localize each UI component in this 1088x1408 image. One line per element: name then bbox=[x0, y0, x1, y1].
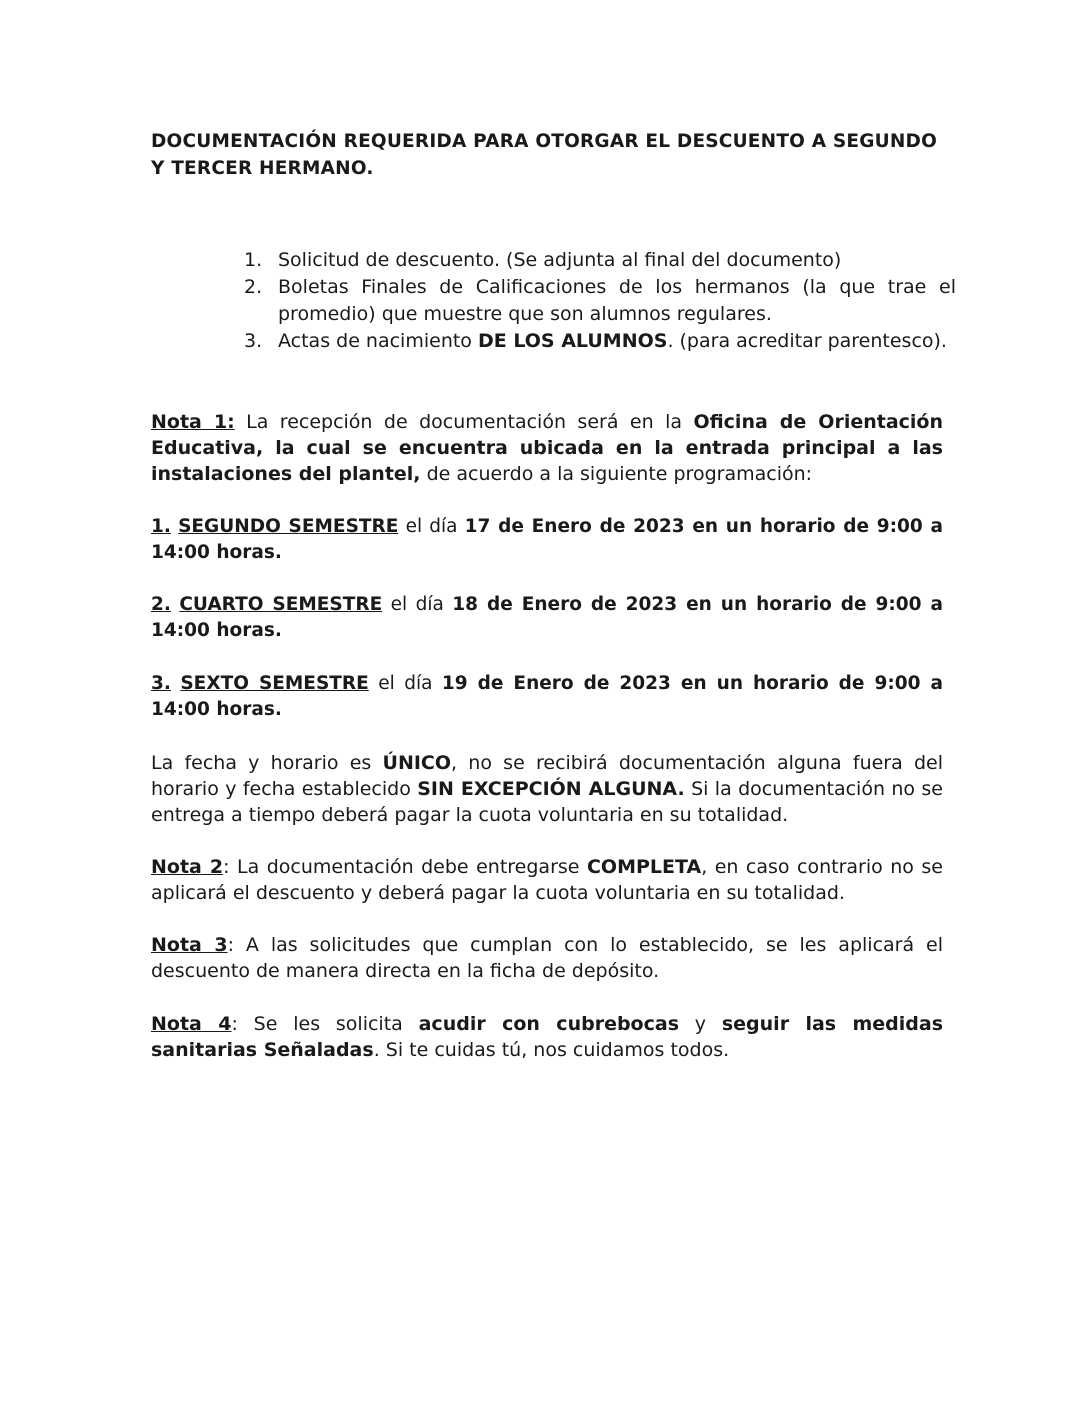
schedule-number: 1. bbox=[151, 516, 171, 537]
schedule-el: el día bbox=[368, 673, 442, 694]
nota-1-bold: Oficina de Orientación Educativa, la cual se encuentra ubicada en la entrada principal a las instalaciones del plantel, bbox=[151, 411, 944, 485]
nota-4-bold: seguir las medidas sanitarias Señaladas bbox=[151, 1013, 943, 1061]
requirements-list bbox=[244, 247, 956, 355]
nota-4-text: : Se les solicita bbox=[231, 1013, 419, 1035]
list-item-bold: DE LOS ALUMNOS bbox=[477, 330, 668, 352]
list-item bbox=[244, 247, 956, 274]
unico-text: , no se recibirá documentación alguna fuera del horario y fecha establecido bbox=[151, 752, 944, 800]
nota-2 bbox=[151, 854, 943, 906]
unico-bold: ÚNICO bbox=[382, 752, 452, 774]
document-title: DOCUMENTACIÓN REQUERIDA PARA OTORGAR EL DESCUENTO A SEGUNDO Y TERCER HERMANO. bbox=[151, 131, 938, 179]
list-item-text: Boletas Finales de Calificaciones de los hermanos (la que trae el promedio) que muestre que son alumnos regulares. bbox=[278, 276, 956, 325]
schedule-semester: SEGUNDO SEMESTRE bbox=[178, 516, 399, 537]
nota-1-text-end: de acuerdo a la siguiente programación: bbox=[420, 463, 813, 485]
nota-2-text: : La documentación debe entregarse bbox=[223, 856, 587, 878]
nota-4-label: Nota 4 bbox=[151, 1013, 232, 1035]
unique-date-paragraph bbox=[151, 750, 943, 828]
nota-1-label: Nota 1: bbox=[151, 411, 235, 433]
list-item-text: Solicitud de descuento. (Se adjunta al final del documento) bbox=[278, 249, 842, 271]
list-item bbox=[244, 274, 956, 328]
schedule-item-3 bbox=[151, 671, 943, 723]
schedule-el: el día bbox=[382, 594, 453, 615]
schedule-semester: SEXTO SEMESTRE bbox=[180, 673, 369, 694]
list-item-text: . (para acreditar parentesco). bbox=[667, 330, 947, 352]
schedule-number: 3. bbox=[151, 673, 171, 694]
nota-4-text: y bbox=[679, 1013, 722, 1035]
unico-bold: SIN EXCEPCIÓN ALGUNA. bbox=[417, 778, 685, 800]
nota-2-bold: COMPLETA bbox=[586, 856, 702, 878]
nota-4-text: . Si te cuidas tú, nos cuidamos todos. bbox=[373, 1039, 730, 1061]
nota-1 bbox=[151, 409, 943, 487]
schedule-date: 17 de Enero de 2023 en un horario de 9:00 a 14:00 horas. bbox=[151, 516, 944, 563]
schedule-date: 18 de Enero de 2023 en un horario de 9:00 a 14:00 horas. bbox=[151, 594, 943, 641]
schedule-el: el día bbox=[398, 516, 465, 537]
list-item-text: Actas de nacimiento bbox=[278, 330, 478, 352]
unico-text: La fecha y horario es bbox=[151, 752, 383, 774]
nota-2-label: Nota 2 bbox=[151, 856, 224, 878]
schedule-semester: CUARTO SEMESTRE bbox=[179, 594, 383, 615]
nota-1-text: La recepción de documentación será en la bbox=[234, 411, 694, 433]
schedule-date: 19 de Enero de 2023 en un horario de 9:00 a 14:00 horas. bbox=[151, 673, 943, 720]
unico-text: Si la documentación no se entrega a tiempo deberá pagar la cuota voluntaria en su totalidad. bbox=[151, 778, 943, 826]
nota-4-bold: acudir con cubrebocas bbox=[418, 1013, 679, 1035]
list-item bbox=[244, 328, 956, 355]
list-item-number: 1. bbox=[244, 249, 263, 271]
nota-3-label: Nota 3 bbox=[151, 934, 228, 956]
schedule-item-2 bbox=[151, 592, 943, 644]
nota-4 bbox=[151, 1011, 943, 1063]
nota-2-text: , en caso contrario no se aplicará el descuento y deberá pagar la cuota voluntaria en su totalidad. bbox=[151, 856, 943, 904]
list-item-number: 2. bbox=[244, 276, 263, 298]
nota-3 bbox=[151, 932, 943, 984]
list-item-number: 3. bbox=[244, 330, 263, 352]
nota-3-text: : A las solicitudes que cumplan con lo establecido, se les aplicará el descuento de manera directa en la ficha de depósito. bbox=[151, 934, 943, 982]
schedule-number: 2. bbox=[151, 594, 171, 615]
schedule-item-1 bbox=[151, 514, 943, 566]
